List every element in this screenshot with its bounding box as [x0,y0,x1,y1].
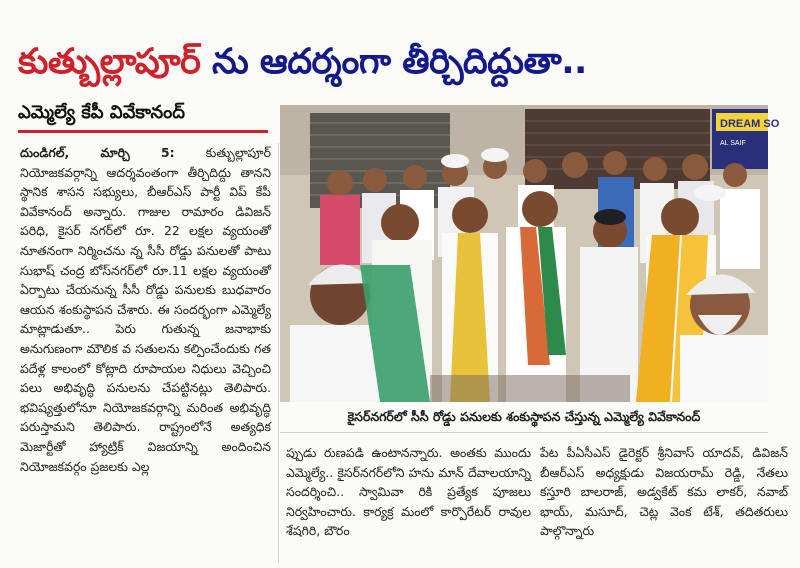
article-column-2: ప్పుడు రుణపడి ఉంటానన్నారు. అంతకు ముందు ఎమ్మెల్యే.. కైసర్‌నగర్‌లోని హను మాన్ దేవాలయాన్ని సందర్శించి.. స్వామివా రికి ప్రత్యేక పూజలు నిర్వహించారు. కార్యక్ర మంలో కార్పొరేటర్ రావుల శేషగిరి, బౌరం [286,445,531,539]
news-photo [280,105,780,402]
signboard-small-text: AL SAIF [720,140,746,147]
subhead-underline [18,130,268,133]
caption-divider [280,432,768,433]
article-headline [18,34,788,90]
headline-place-name: కుత్బుల్లాపూర్ [18,42,201,82]
article-column-1 [20,143,271,563]
signboard-text: DREAM SO [720,118,780,130]
headline-rest: ను ఆదర్శంగా తీర్చిదిద్దుతా.. [200,42,587,82]
dateline: దుండిగల్, మార్చి 5: [20,145,175,160]
photo-caption: కైసర్‌నగర్‌లో సీసీ రోడ్డు పనులకు శంకుస్థాపన చేస్తున్న ఎమ్మెల్యే వివేకానంద్ [347,409,701,424]
column-divider [278,143,279,563]
article-subheadline: ఎమ్మెల్యే కేపీ వివేకానంద్ [18,102,185,123]
article-column-3: పేట పీఏసీఎస్ డైరెక్టర్ శ్రీనివాస్ యాదవ్, డివిజన్ బీఆర్ఎస్ అధ్యక్షుడు విజయరామ్ రెడ్డి, నేతలు కస్తూరి బాలరాజ్, అడ్వకేట్ కమ లాకర్, నవాబ్ భాయ్, మసూద్, చెట్ల వెంక టేశ్, తదితరులు పాల్గొన్నారు [540,445,788,539]
column-1-text: కుత్బుల్లాపూర్ నియోజకవర్గాన్ని ఆదర్శవంతంగా తీర్చిదిద్దు తానని స్థానిక శాసన సభ్యులు, బీఆర్ఎస్ పార్టీ విప్ కేపీ వివేకానంద్ అన్నారు. గాజుల రామారం డివిజన్ పరిధి, కైసర్ నగర్‌లో రూ. 22 లక్షల వ్యయంతో నూతనంగా నిర్మించను న్న సీసీ రోడ్డు పనులతో పాటు సుభాష్ చంద్ర బోస్‌నగర్‌లో రూ.11 లక్షల వ్యయంతో ఏర్పాటు చేయనున్న సీసీ రోడ్డు పనులకు బుధవారం ఆయన శంకుస్థాపన చేశారు. ఈ సందర్భంగా ఎమ్మెల్యే మాట్లాడుతూ.. పెరు గుతున్న జనాభాకు అనుగుణంగా మౌలిక వ సతులను కల్పించేందుకు గత పదేళ్ల కాలంలో కోట్లాది రూపాయల నిధులు వెచ్చించి పలు అభివృద్ధి పనులను చేపట్టినట్లు తెలిపారు. భవిష్యత్తులోనూ నియోజకవర్గాన్ని మరింత అభివృద్ధి పరుస్తామని తెలిపారు. రాష్ట్రంలోనే అత్యధిక మెజార్టీతో హ్యాట్రిక్ విజయాన్ని అందించిన నియోజకవర్గం ప్రజలకు ఎల్ల [20,145,271,474]
